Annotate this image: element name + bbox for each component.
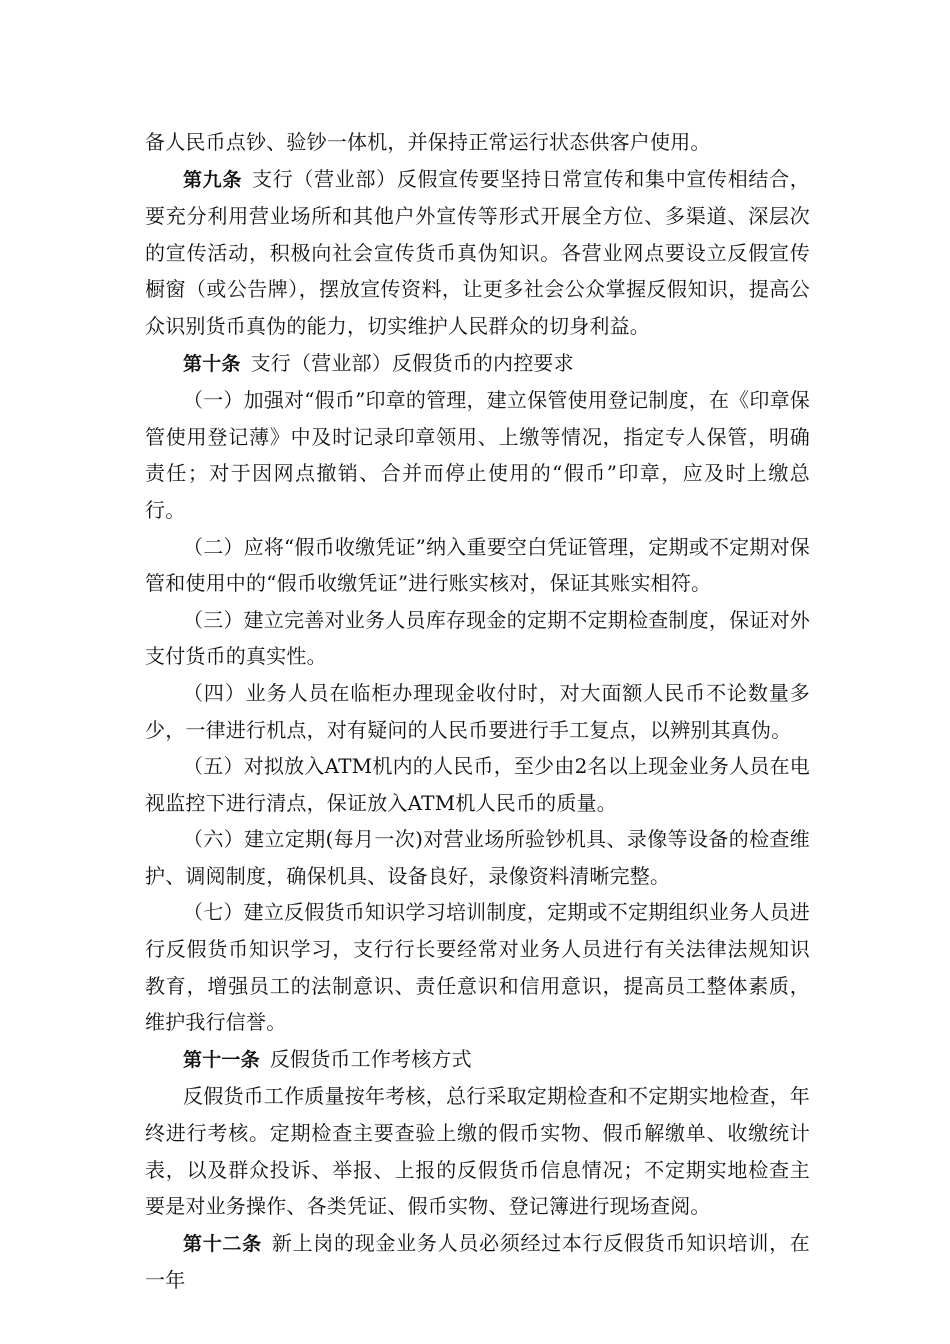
- list-item-text: （六）建立定期(每月一次)对营业场所验钞机具、录像等设备的检查维护、调阅制度，确保机具、设备良好，录像资料清晰完整。: [145, 827, 810, 888]
- list-item-text: （一）加强对“假币”印章的管理，建立保管使用登记制度，在《印章保管使用登记薄》中及时记录印章领用、上缴等情况，指定专人保管，明确责任；对于因网点撤销、合并而停止使用的“假币”印章，应及时上缴总行。: [145, 388, 810, 522]
- article-text: 反假货币工作考核方式: [269, 1046, 472, 1071]
- list-item-4: [145, 675, 810, 748]
- paragraph-continued: [145, 124, 810, 161]
- article-text: 新上岗的现金业务人员必须经过本行反假货币知识培训，在一年: [145, 1230, 810, 1293]
- article-text: 支行（营业部）反假宣传要坚持日常宣传和集中宣传相结合，要充分利用营业场所和其他户外宣传等形式开展全方位、多渠道、深层次的宣传活动，积极向社会宣传货币真伪知识。各营业网点要设立反假宣传橱窗（或公告牌），摆放宣传资料，让更多社会公众掌握反假知识，提高公众识别货币真伪的能力，切实维护人民群众的切身利益。: [145, 166, 810, 338]
- list-item-6: [145, 821, 810, 894]
- list-item-2: [145, 529, 810, 602]
- list-item-text: （七）建立反假货币知识学习培训制度，定期或不定期组织业务人员进行反假货币知识学习，支行行长要经常对业务人员进行有关法律法规知识教育，增强员工的法制意识、责任意识和信用意识，提高员工整体素质，维护我行信誉。: [145, 900, 810, 1035]
- list-item-text: （二）应将“假币收缴凭证”纳入重要空白凭证管理，定期或不定期对保管和使用中的“假币收缴凭证”进行账实核对，保证其账实相符。: [145, 534, 810, 596]
- list-item-3: [145, 602, 810, 675]
- article-text: 支行（营业部）反假货币的内控要求: [250, 350, 574, 375]
- article-heading: 第十二条: [183, 1232, 262, 1255]
- list-item-text: （四）业务人员在临柜办理现金收付时，对大面额人民币不论数量多少，一律进行机点，对有疑问的人民币要进行手工复点，以辨别其真伪。: [145, 680, 810, 742]
- list-item-7: [145, 894, 810, 1040]
- document-body: [145, 124, 810, 1299]
- list-item-5: [145, 748, 810, 821]
- article-heading: 第九条: [183, 168, 243, 191]
- list-item-1: [145, 382, 810, 528]
- article-12: [145, 1225, 810, 1299]
- article-11: [145, 1041, 810, 1079]
- article-heading: 第十一条: [183, 1048, 260, 1071]
- paragraph-text: 反假货币工作质量按年考核，总行采取定期检查和不定期实地检查，年终进行考核。定期检查主要查验上缴的假币实物、假币解缴单、收缴统计表，以及群众投诉、举报、上报的反假货币信息情况；不定期实地检查主要是对业务操作、各类凭证、假币实物、登记簿进行现场查阅。: [145, 1084, 810, 1219]
- article-heading: 第十条: [183, 352, 241, 375]
- article-11-body: [145, 1078, 810, 1224]
- article-10: [145, 345, 810, 383]
- article-9: [145, 161, 810, 345]
- list-item-text: （三）建立完善对业务人员库存现金的定期不定期检查制度，保证对外支付货币的真实性。: [145, 607, 810, 669]
- list-item-text: （五）对拟放入ATM机内的人民币，至少由2名以上现金业务人员在电视监控下进行清点，保证放入ATM机人民币的质量。: [145, 754, 810, 815]
- paragraph-text: 备人民币点钞、验钞一体机，并保持正常运行状态供客户使用。: [145, 130, 711, 154]
